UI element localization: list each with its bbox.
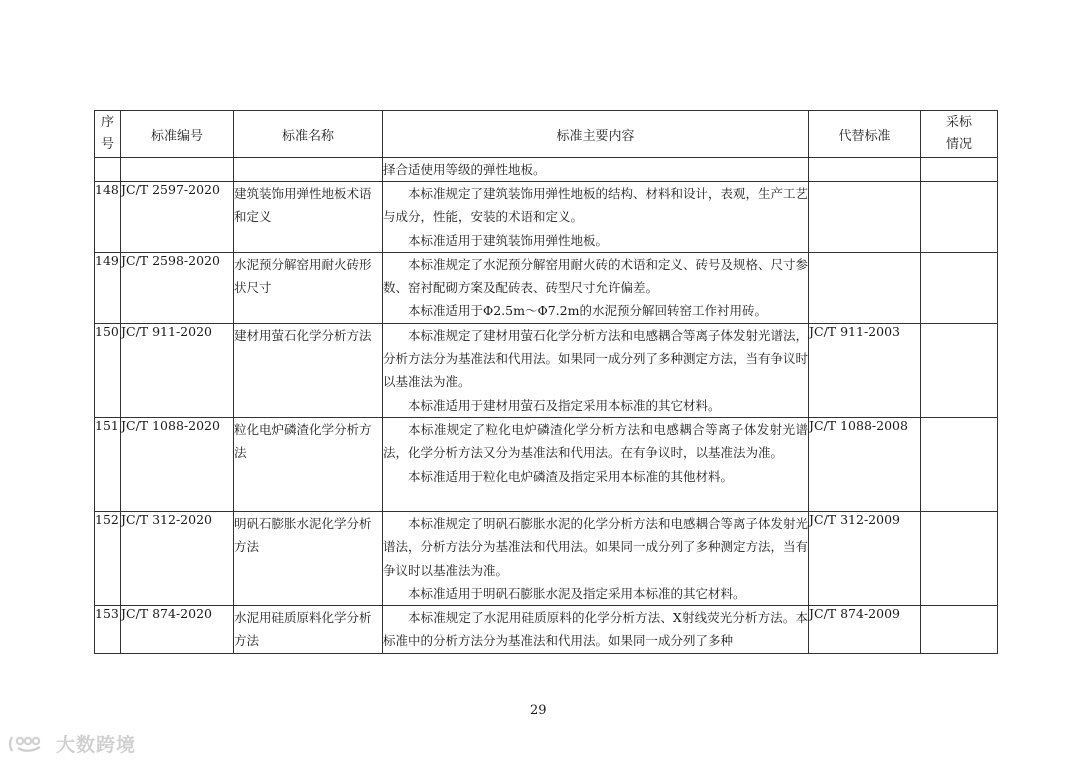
table-row <box>95 417 998 511</box>
row-standard-name: 明矾石膨胀水泥化学分析方法 <box>234 511 383 605</box>
row-adoption-status <box>921 417 998 511</box>
watermark-logo-icon <box>6 733 52 755</box>
continuation-text: 择合适使用等级的弹性地板。 <box>383 158 809 182</box>
header-seq <box>95 111 121 158</box>
watermark <box>6 730 136 757</box>
table-row <box>95 252 998 323</box>
row-content <box>383 252 809 323</box>
content-paragraph: 本标准规定了明矾石膨胀水泥的化学分析方法和电感耦合等离子体发射光谱法，分析方法分为基准法和代用法。如果同一成分列了多种测定方法，当有争议时以基准法为准。 <box>383 515 809 578</box>
row-standard-code: JC/T 2598-2020 <box>121 252 234 323</box>
header-status-line1: 采标 <box>945 115 972 130</box>
row-seq: 153 <box>95 606 121 654</box>
header-seq-line2: 号 <box>100 137 114 152</box>
row-adoption-status <box>921 606 998 654</box>
row-standard-name: 水泥预分解窑用耐火砖形状尺寸 <box>234 252 383 323</box>
table-row <box>95 182 998 253</box>
header-replaced: 代替标准 <box>809 111 921 158</box>
table-header-row <box>95 111 998 158</box>
content-paragraph: 本标准规定了粒化电炉磷渣化学分析方法和电感耦合等离子体发射光谱法，化学分析方法又分为基准法和代用法。在有争议时，以基准法为准。 <box>383 421 808 461</box>
header-code: 标准编号 <box>121 111 234 158</box>
row-standard-code: JC/T 2597-2020 <box>121 182 234 253</box>
row-standard-name: 粒化电炉磷渣化学分析方法 <box>234 417 383 511</box>
row-content <box>383 323 809 417</box>
header-content: 标准主要内容 <box>383 111 809 158</box>
row-seq: 149 <box>95 252 121 323</box>
content-paragraph: 本标准适用于建筑装饰用弹性地板。 <box>408 232 609 248</box>
row-replaced-standard <box>809 182 921 253</box>
row-seq: 152 <box>95 511 121 605</box>
page-number: 29 <box>530 703 547 718</box>
row-replaced-standard <box>809 252 921 323</box>
table-row <box>95 511 998 605</box>
content-paragraph: 本标准规定了水泥预分解窑用耐火砖的术语和定义、砖号及规格、尺寸参数、窑衬配砌方案及配砖表、砖型尺寸允许偏差。 <box>383 256 809 296</box>
row-adoption-status <box>921 511 998 605</box>
header-name: 标准名称 <box>234 111 383 158</box>
row-standard-name: 水泥用硅质原料化学分析方法 <box>234 606 383 654</box>
watermark-text: 大数跨境 <box>56 734 137 756</box>
row-standard-code: JC/T 911-2020 <box>121 323 234 417</box>
row-replaced-standard: JC/T 874-2009 <box>809 606 921 654</box>
content-paragraph: 本标准适用于Φ2.5m～Φ7.2m的水泥预分解回转窑工作衬用砖。 <box>408 303 767 319</box>
standards-table <box>94 110 998 654</box>
row-seq: 150 <box>95 323 121 417</box>
row-adoption-status <box>921 323 998 417</box>
table-row <box>95 323 998 417</box>
content-paragraph: 本标准规定了建材用萤石化学分析方法和电感耦合等离子体发射光谱法，分析方法分为基准法和代用法。如果同一成分列了多种测定方法，当有争议时以基准法为准。 <box>383 327 809 390</box>
row-standard-name: 建筑装饰用弹性地板术语和定义 <box>234 182 383 253</box>
row-content <box>383 511 809 605</box>
content-paragraph: 本标准规定了建筑装饰用弹性地板的结构、材料和设计，表观，生产工艺与成分，性能，安装的术语和定义。 <box>383 186 809 225</box>
content-paragraph: 本标准适用于粒化电炉磷渣及指定采用本标准的其他材料。 <box>408 468 734 484</box>
content-paragraph: 本标准适用于明矾石膨胀水泥及指定采用本标准的其它材料。 <box>408 585 746 601</box>
row-standard-code: JC/T 1088-2020 <box>121 417 234 511</box>
header-seq-line1: 序 <box>100 115 114 130</box>
row-seq: 151 <box>95 417 121 511</box>
row-content <box>383 417 809 511</box>
row-content <box>383 606 809 654</box>
row-standard-code: JC/T 874-2020 <box>121 606 234 654</box>
row-adoption-status <box>921 252 998 323</box>
row-adoption-status <box>921 182 998 253</box>
continuation-row <box>95 158 998 182</box>
row-content <box>383 182 809 253</box>
row-replaced-standard: JC/T 911-2003 <box>809 323 921 417</box>
content-paragraph: 本标准适用于建材用萤石及指定采用本标准的其它材料。 <box>408 397 721 413</box>
row-replaced-standard: JC/T 1088-2008 <box>809 417 921 511</box>
content-paragraph: 本标准规定了水泥用硅质原料的化学分析方法、X射线荧光分析方法。本标准中的分析方法分为基准法和代用法。如果同一成分列了多种 <box>383 610 808 649</box>
row-standard-code: JC/T 312-2020 <box>121 511 234 605</box>
header-status-line2: 情况 <box>945 137 972 152</box>
header-status <box>921 111 998 158</box>
table-row <box>95 606 998 654</box>
row-seq: 148 <box>95 182 121 253</box>
row-standard-name: 建材用萤石化学分析方法 <box>234 323 383 417</box>
row-replaced-standard: JC/T 312-2009 <box>809 511 921 605</box>
